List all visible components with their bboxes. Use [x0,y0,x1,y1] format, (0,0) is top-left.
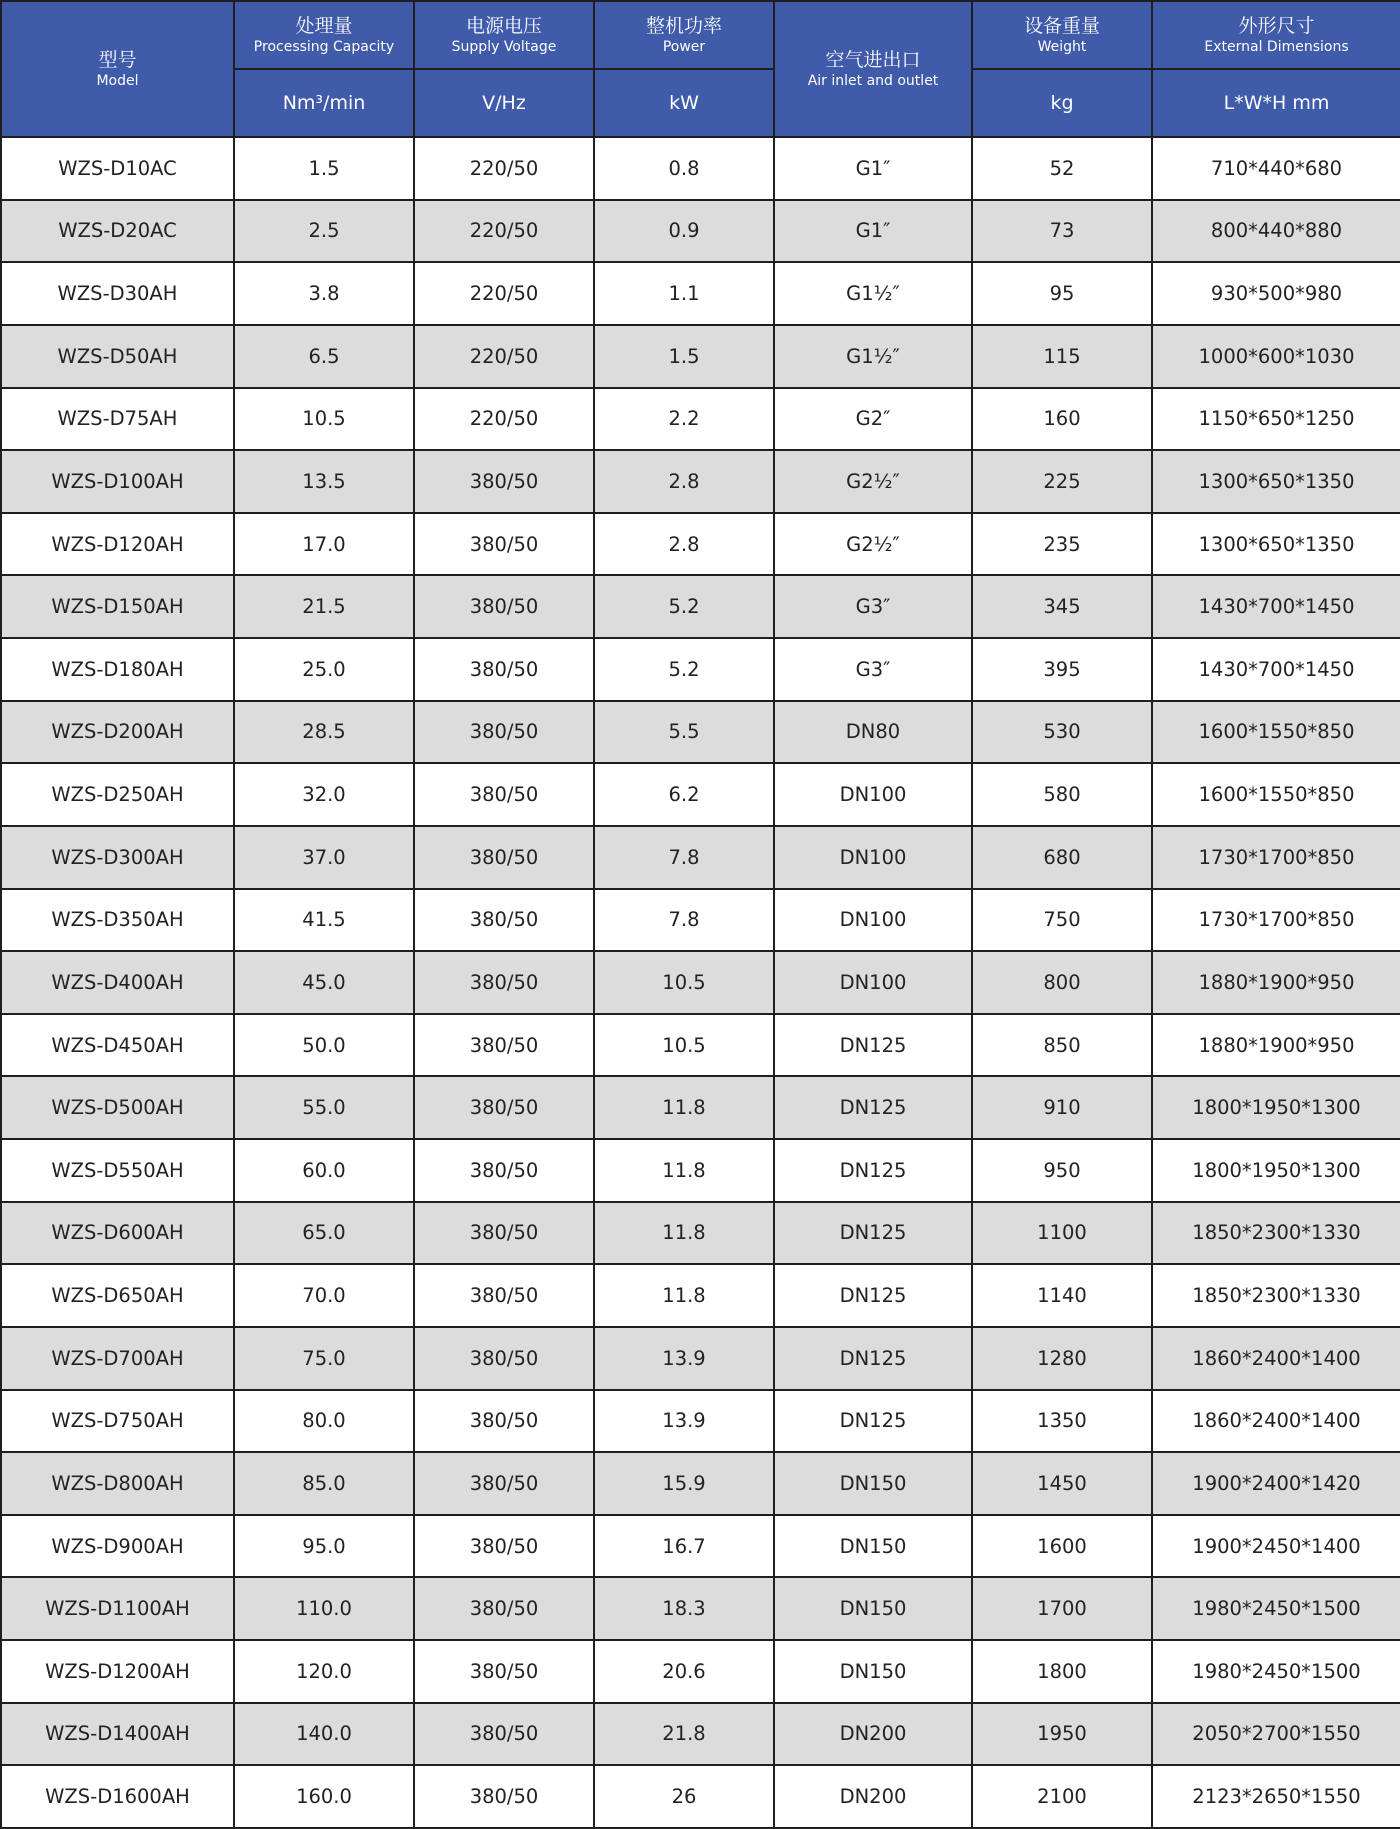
cell-dimensions: 1980*2450*1500 [1152,1640,1400,1703]
header-voltage-unit [414,69,594,137]
cell-capacity: 13.5 [234,450,414,513]
cell-weight: 2100 [972,1765,1152,1828]
cell-inlet: G1½″ [774,262,972,325]
cell-capacity: 65.0 [234,1202,414,1265]
cell-weight: 235 [972,513,1152,576]
cell-dimensions: 800*440*880 [1152,200,1400,263]
cell-weight: 225 [972,450,1152,513]
cell-model: WZS-D750AH [1,1390,234,1453]
cell-voltage: 380/50 [414,1014,594,1077]
cell-capacity: 45.0 [234,951,414,1014]
table-row [1,450,1400,513]
cell-model: WZS-D250AH [1,763,234,826]
cell-dimensions: 1430*700*1450 [1152,638,1400,701]
cell-power: 0.9 [594,200,774,263]
cell-capacity: 6.5 [234,325,414,388]
cell-dimensions: 1900*2400*1420 [1152,1452,1400,1515]
cell-weight: 52 [972,137,1152,200]
cell-weight: 1350 [972,1390,1152,1453]
cell-dimensions: 1300*650*1350 [1152,513,1400,576]
table-row [1,763,1400,826]
cell-model: WZS-D450AH [1,1014,234,1077]
cell-inlet: DN100 [774,826,972,889]
cell-weight: 1280 [972,1327,1152,1390]
cell-model: WZS-D180AH [1,638,234,701]
cell-voltage: 220/50 [414,137,594,200]
header-inlet [774,1,972,137]
cell-dimensions: 2050*2700*1550 [1152,1703,1400,1766]
cell-inlet: G1½″ [774,325,972,388]
cell-weight: 95 [972,262,1152,325]
cell-power: 11.8 [594,1076,774,1139]
cell-capacity: 160.0 [234,1765,414,1828]
header-capacity [234,1,414,69]
cell-inlet: DN100 [774,951,972,1014]
table-row [1,575,1400,638]
cell-capacity: 41.5 [234,889,414,952]
cell-model: WZS-D20AC [1,200,234,263]
cell-voltage: 380/50 [414,1202,594,1265]
cell-capacity: 3.8 [234,262,414,325]
cell-inlet: DN125 [774,1014,972,1077]
cell-dimensions: 1800*1950*1300 [1152,1076,1400,1139]
cell-inlet: DN125 [774,1076,972,1139]
cell-dimensions: 2123*2650*1550 [1152,1765,1400,1828]
cell-weight: 160 [972,388,1152,451]
cell-power: 10.5 [594,951,774,1014]
cell-capacity: 37.0 [234,826,414,889]
header-capacity-unit [234,69,414,137]
cell-dimensions: 1150*650*1250 [1152,388,1400,451]
cell-voltage: 220/50 [414,325,594,388]
header-power-zh: 整机功率 [645,15,722,37]
cell-power: 2.2 [594,388,774,451]
table-header [1,1,1400,137]
cell-weight: 910 [972,1076,1152,1139]
cell-dimensions: 1730*1700*850 [1152,889,1400,952]
cell-power: 6.2 [594,763,774,826]
table-row [1,951,1400,1014]
cell-inlet: DN80 [774,701,972,764]
cell-dimensions: 930*500*980 [1152,262,1400,325]
table-row [1,1703,1400,1766]
table-row [1,1515,1400,1578]
table-row [1,1076,1400,1139]
dimensions-unit-text: L*W*H mm [1223,92,1330,114]
cell-dimensions: 1600*1550*850 [1152,763,1400,826]
cell-inlet: G3″ [774,638,972,701]
header-dimensions-en: External Dimensions [1204,39,1349,55]
table-row [1,638,1400,701]
table-row [1,1577,1400,1640]
cell-power: 16.7 [594,1515,774,1578]
cell-dimensions: 1800*1950*1300 [1152,1139,1400,1202]
cell-voltage: 380/50 [414,1577,594,1640]
table-row [1,325,1400,388]
cell-inlet: G3″ [774,575,972,638]
cell-capacity: 120.0 [234,1640,414,1703]
table-row [1,1202,1400,1265]
cell-power: 5.5 [594,701,774,764]
header-weight-zh: 设备重量 [1023,15,1100,37]
cell-power: 1.5 [594,325,774,388]
cell-dimensions: 710*440*680 [1152,137,1400,200]
cell-model: WZS-D30AH [1,262,234,325]
cell-capacity: 80.0 [234,1390,414,1453]
cell-inlet: DN125 [774,1327,972,1390]
cell-voltage: 380/50 [414,1452,594,1515]
cell-inlet: DN150 [774,1452,972,1515]
cell-inlet: DN100 [774,763,972,826]
cell-model: WZS-D150AH [1,575,234,638]
cell-capacity: 1.5 [234,137,414,200]
cell-voltage: 380/50 [414,1703,594,1766]
cell-model: WZS-D1600AH [1,1765,234,1828]
cell-power: 1.1 [594,262,774,325]
table-row [1,1264,1400,1327]
cell-power: 20.6 [594,1640,774,1703]
cell-voltage: 380/50 [414,1640,594,1703]
cell-power: 7.8 [594,889,774,952]
cell-dimensions: 1860*2400*1400 [1152,1390,1400,1453]
table-row [1,1014,1400,1077]
header-dimensions-unit [1152,69,1400,137]
cell-voltage: 380/50 [414,701,594,764]
cell-weight: 800 [972,951,1152,1014]
header-dimensions [1152,1,1400,69]
cell-weight: 750 [972,889,1152,952]
table-row [1,1390,1400,1453]
cell-dimensions: 1850*2300*1330 [1152,1202,1400,1265]
header-voltage [414,1,594,69]
cell-dimensions: 1000*600*1030 [1152,325,1400,388]
header-power-unit [594,69,774,137]
table-row [1,388,1400,451]
header-model-en: Model [96,73,139,89]
cell-inlet: DN200 [774,1765,972,1828]
cell-dimensions: 1860*2400*1400 [1152,1327,1400,1390]
cell-dimensions: 1880*1900*950 [1152,1014,1400,1077]
header-voltage-en: Supply Voltage [451,39,557,55]
table-row [1,1139,1400,1202]
cell-weight: 1450 [972,1452,1152,1515]
table-row [1,826,1400,889]
cell-voltage: 380/50 [414,763,594,826]
cell-voltage: 220/50 [414,200,594,263]
cell-inlet: G2½″ [774,450,972,513]
cell-weight: 115 [972,325,1152,388]
cell-inlet: DN150 [774,1577,972,1640]
cell-inlet: DN150 [774,1640,972,1703]
cell-voltage: 380/50 [414,450,594,513]
table-row [1,1452,1400,1515]
header-voltage-zh: 电源电压 [465,15,542,37]
cell-weight: 1950 [972,1703,1152,1766]
cell-power: 21.8 [594,1703,774,1766]
cell-power: 10.5 [594,1014,774,1077]
cell-model: WZS-D75AH [1,388,234,451]
cell-weight: 395 [972,638,1152,701]
cell-inlet: G1″ [774,137,972,200]
cell-weight: 1800 [972,1640,1152,1703]
cell-power: 5.2 [594,575,774,638]
cell-power: 13.9 [594,1390,774,1453]
voltage-unit-text: V/Hz [482,92,526,114]
header-weight [972,1,1152,69]
cell-voltage: 380/50 [414,1264,594,1327]
cell-model: WZS-D600AH [1,1202,234,1265]
table-row [1,200,1400,263]
header-inlet-en: Air inlet and outlet [807,73,939,89]
cell-inlet: DN150 [774,1515,972,1578]
cell-power: 2.8 [594,513,774,576]
header-dimensions-zh: 外形尺寸 [1238,15,1315,37]
cell-weight: 1140 [972,1264,1152,1327]
cell-dimensions: 1980*2450*1500 [1152,1577,1400,1640]
cell-power: 7.8 [594,826,774,889]
cell-power: 15.9 [594,1452,774,1515]
header-weight-en: Weight [1037,39,1087,55]
cell-model: WZS-D120AH [1,513,234,576]
cell-voltage: 380/50 [414,1327,594,1390]
cell-voltage: 380/50 [414,826,594,889]
cell-model: WZS-D1400AH [1,1703,234,1766]
cell-model: WZS-D550AH [1,1139,234,1202]
cell-capacity: 60.0 [234,1139,414,1202]
cell-capacity: 21.5 [234,575,414,638]
cell-dimensions: 1600*1550*850 [1152,701,1400,764]
cell-voltage: 220/50 [414,388,594,451]
cell-inlet: DN100 [774,889,972,952]
cell-voltage: 380/50 [414,513,594,576]
cell-model: WZS-D200AH [1,701,234,764]
table-row [1,1327,1400,1390]
cell-power: 26 [594,1765,774,1828]
cell-model: WZS-D100AH [1,450,234,513]
cell-voltage: 380/50 [414,1765,594,1828]
header-capacity-zh: 处理量 [295,15,353,37]
header-model-zh: 型号 [98,49,137,71]
cell-model: WZS-D900AH [1,1515,234,1578]
cell-weight: 530 [972,701,1152,764]
cell-model: WZS-D1200AH [1,1640,234,1703]
cell-dimensions: 1430*700*1450 [1152,575,1400,638]
cell-weight: 1700 [972,1577,1152,1640]
header-inlet-zh: 空气进出口 [825,49,921,71]
cell-weight: 1600 [972,1515,1152,1578]
table-row [1,889,1400,952]
cell-voltage: 380/50 [414,638,594,701]
cell-power: 13.9 [594,1327,774,1390]
cell-model: WZS-D500AH [1,1076,234,1139]
cell-weight: 345 [972,575,1152,638]
cell-capacity: 70.0 [234,1264,414,1327]
cell-power: 11.8 [594,1264,774,1327]
cell-model: WZS-D650AH [1,1264,234,1327]
capacity-unit-text: Nm³/min [282,92,366,114]
header-capacity-en: Processing Capacity [253,39,395,55]
cell-model: WZS-D10AC [1,137,234,200]
cell-voltage: 380/50 [414,1076,594,1139]
header-power-en: Power [662,39,706,55]
table-body [1,137,1400,1828]
cell-inlet: G2″ [774,388,972,451]
cell-voltage: 380/50 [414,951,594,1014]
cell-inlet: DN125 [774,1264,972,1327]
cell-weight: 1100 [972,1202,1152,1265]
cell-model: WZS-D50AH [1,325,234,388]
cell-capacity: 50.0 [234,1014,414,1077]
cell-capacity: 85.0 [234,1452,414,1515]
cell-weight: 680 [972,826,1152,889]
cell-capacity: 25.0 [234,638,414,701]
cell-model: WZS-D800AH [1,1452,234,1515]
cell-dimensions: 1880*1900*950 [1152,951,1400,1014]
cell-capacity: 110.0 [234,1577,414,1640]
cell-voltage: 380/50 [414,1139,594,1202]
table-row [1,262,1400,325]
cell-dimensions: 1300*650*1350 [1152,450,1400,513]
cell-capacity: 95.0 [234,1515,414,1578]
cell-capacity: 28.5 [234,701,414,764]
cell-model: WZS-D1100AH [1,1577,234,1640]
cell-inlet: DN200 [774,1703,972,1766]
cell-voltage: 220/50 [414,262,594,325]
table-row [1,1640,1400,1703]
cell-power: 11.8 [594,1202,774,1265]
cell-power: 18.3 [594,1577,774,1640]
table-row [1,701,1400,764]
cell-inlet: DN125 [774,1139,972,1202]
cell-weight: 850 [972,1014,1152,1077]
cell-capacity: 2.5 [234,200,414,263]
table-row [1,1765,1400,1828]
cell-inlet: G1″ [774,200,972,263]
cell-voltage: 380/50 [414,1390,594,1453]
cell-weight: 580 [972,763,1152,826]
cell-voltage: 380/50 [414,889,594,952]
cell-capacity: 10.5 [234,388,414,451]
power-unit-text: kW [669,92,699,114]
cell-dimensions: 1850*2300*1330 [1152,1264,1400,1327]
cell-model: WZS-D350AH [1,889,234,952]
cell-voltage: 380/50 [414,575,594,638]
cell-capacity: 32.0 [234,763,414,826]
cell-capacity: 17.0 [234,513,414,576]
cell-dimensions: 1730*1700*850 [1152,826,1400,889]
header-power [594,1,774,69]
cell-model: WZS-D700AH [1,1327,234,1390]
cell-inlet: DN125 [774,1390,972,1453]
cell-model: WZS-D400AH [1,951,234,1014]
cell-inlet: G2½″ [774,513,972,576]
cell-dimensions: 1900*2450*1400 [1152,1515,1400,1578]
cell-power: 2.8 [594,450,774,513]
cell-voltage: 380/50 [414,1515,594,1578]
table-row [1,513,1400,576]
cell-power: 0.8 [594,137,774,200]
cell-capacity: 75.0 [234,1327,414,1390]
cell-capacity: 140.0 [234,1703,414,1766]
cell-weight: 73 [972,200,1152,263]
cell-model: WZS-D300AH [1,826,234,889]
header-model [1,1,234,137]
cell-power: 5.2 [594,638,774,701]
cell-capacity: 55.0 [234,1076,414,1139]
table-row [1,137,1400,200]
cell-weight: 950 [972,1139,1152,1202]
header-weight-unit [972,69,1152,137]
weight-unit-text: kg [1050,92,1074,114]
cell-inlet: DN125 [774,1202,972,1265]
cell-power: 11.8 [594,1139,774,1202]
